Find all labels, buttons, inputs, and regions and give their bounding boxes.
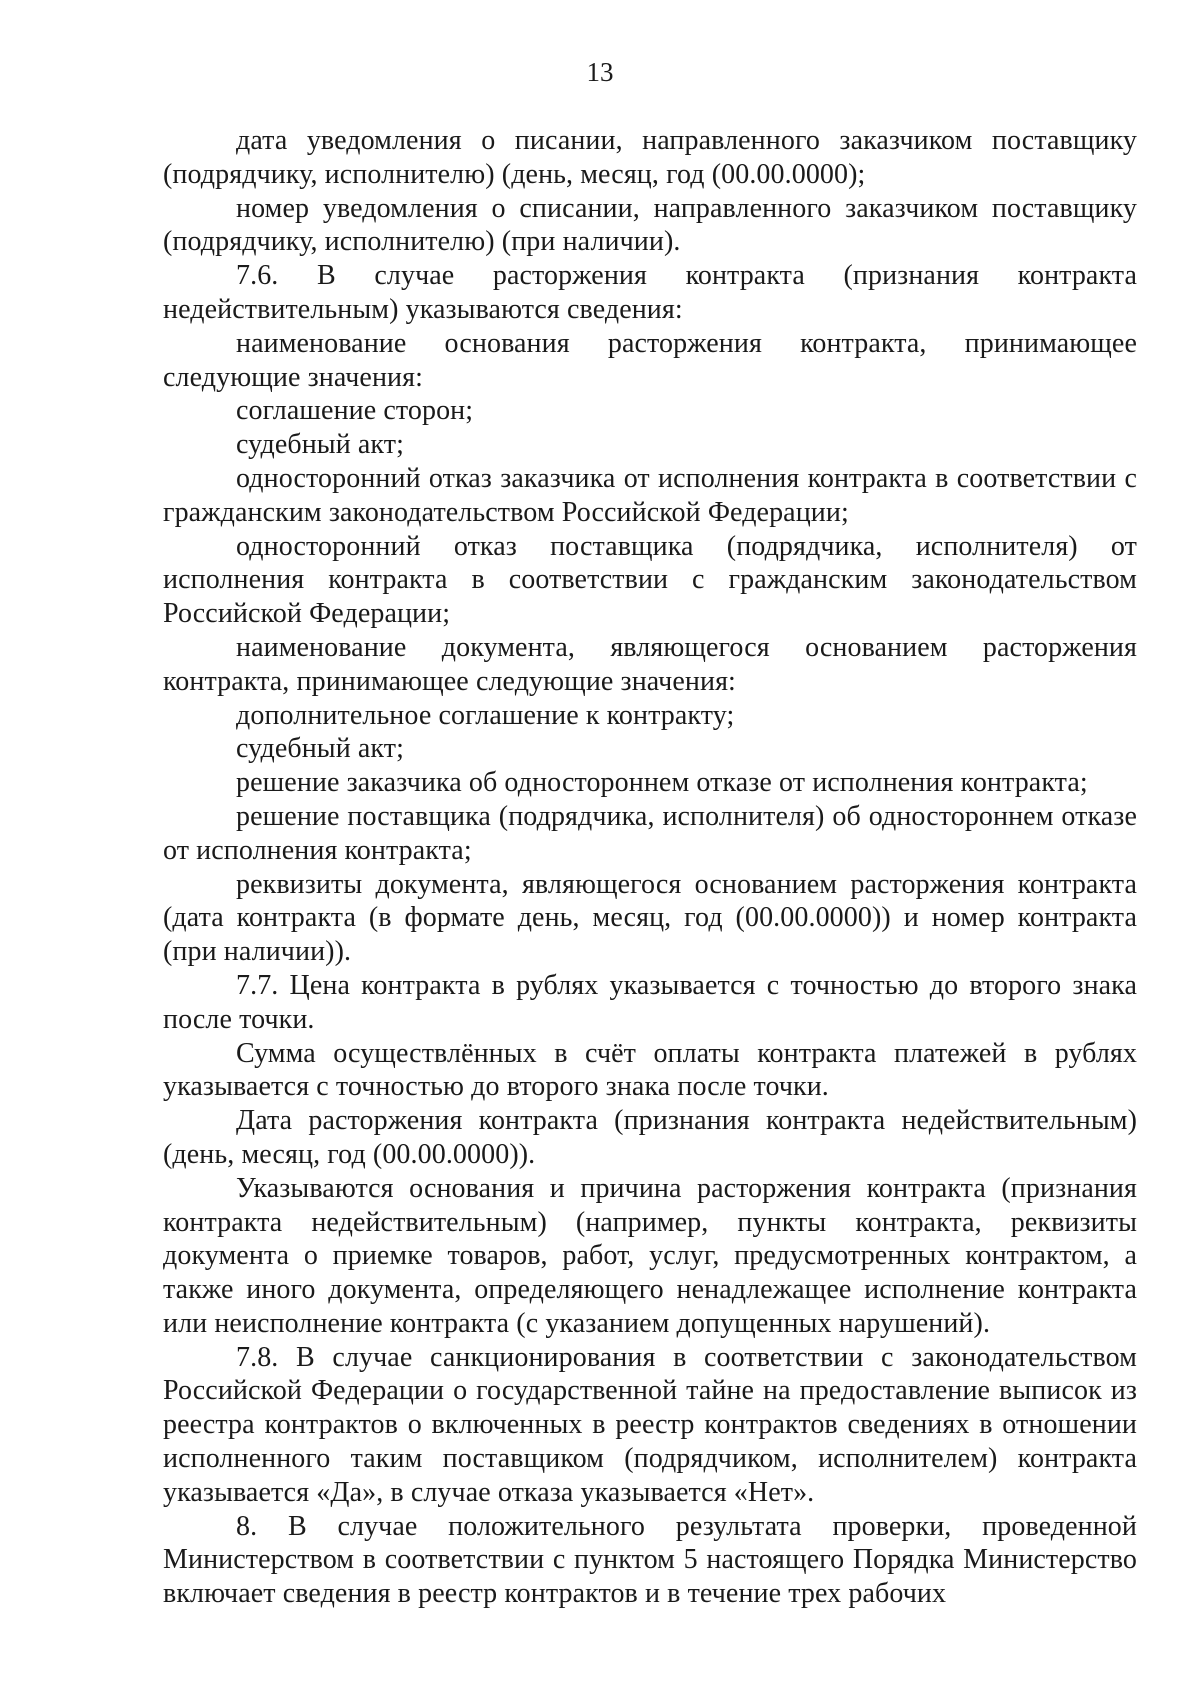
list-item: судебный акт; <box>236 733 404 765</box>
paragraph: номер уведомления о списании, направленного заказчиком поставщику (подрядчику, исполнителю) (при наличии). <box>163 192 1137 258</box>
paragraph: Сумма осуществлённых в счёт оплаты контракта платежей в рублях указывается с точностью до второго знака после точки. <box>163 1037 1137 1103</box>
list-item: односторонний отказ заказчика от исполнения контракта в соответствии с гражданским законодательством Российской Федерации; <box>163 462 1137 528</box>
paragraph: Дата расторжения контракта (признания контракта недействительным) (день, месяц, год (00.00.0000)). <box>163 1105 1137 1170</box>
clause-7-8: 7.8. В случае санкционирования в соответствии с законодательством Российской Федерации о государственной тайне на предоставление выписок из реестра контрактов о включенных в реестр контрактов сведениях в отношении исполненного таким поставщиком (подрядчиком, исполнителем) контракта указывается «Да», в случае отказа указывается «Нет». <box>163 1341 1137 1508</box>
paragraph: наименование основания расторжения контракта, принимающее следующие значения: <box>163 327 1137 393</box>
paragraph: наименование документа, являющегося основанием расторжения контракта, принимающее следующие значения: <box>163 631 1137 697</box>
paragraph: дата уведомления о писании, направленного заказчиком поставщику (подрядчику, исполнителю) (день, месяц, год (00.00.0000); <box>163 125 1137 190</box>
paragraph: реквизиты документа, являющегося основанием расторжения контракта (дата контракта (в формате день, месяц, год (00.00.0000)) и номер контракта (при наличии)). <box>163 868 1137 968</box>
list-item: решение поставщика (подрядчика, исполнителя) об одностороннем отказе от исполнения контракта; <box>163 800 1137 866</box>
list-item: решение заказчика об одностороннем отказе от исполнения контракта; <box>236 767 1088 799</box>
page-number: 13 <box>586 57 614 87</box>
clause-8: 8. В случае положительного результата проверки, проведенной Министерством в соответствии с пунктом 5 настоящего Порядка Министерство включает сведения в реестр контрактов и в течение трех рабочих <box>163 1510 1137 1610</box>
list-item: судебный акт; <box>236 429 404 461</box>
list-item: дополнительное соглашение к контракту; <box>236 699 735 731</box>
clause-7-6: 7.6. В случае расторжения контракта (признания контракта недействительным) указываются сведения: <box>163 260 1137 325</box>
list-item: односторонний отказ поставщика (подрядчика, исполнителя) от исполнения контракта в соответствии с гражданским законодательством Российской Федерации; <box>163 530 1137 630</box>
list-item: соглашение сторон; <box>236 395 474 427</box>
document-body <box>163 124 1137 1611</box>
clause-7-7: 7.7. Цена контракта в рублях указывается с точностью до второго знака после точки. <box>163 969 1137 1035</box>
paragraph: Указываются основания и причина расторжения контракта (признания контракта недействительным) (например, пункты контракта, реквизиты документа о приемке товаров, работ, услуг, предусмотренных контрактом, а также иного документа, определяющего ненадлежащее исполнение контракта или неисполнение контракта (с указанием допущенных нарушений). <box>163 1172 1137 1339</box>
